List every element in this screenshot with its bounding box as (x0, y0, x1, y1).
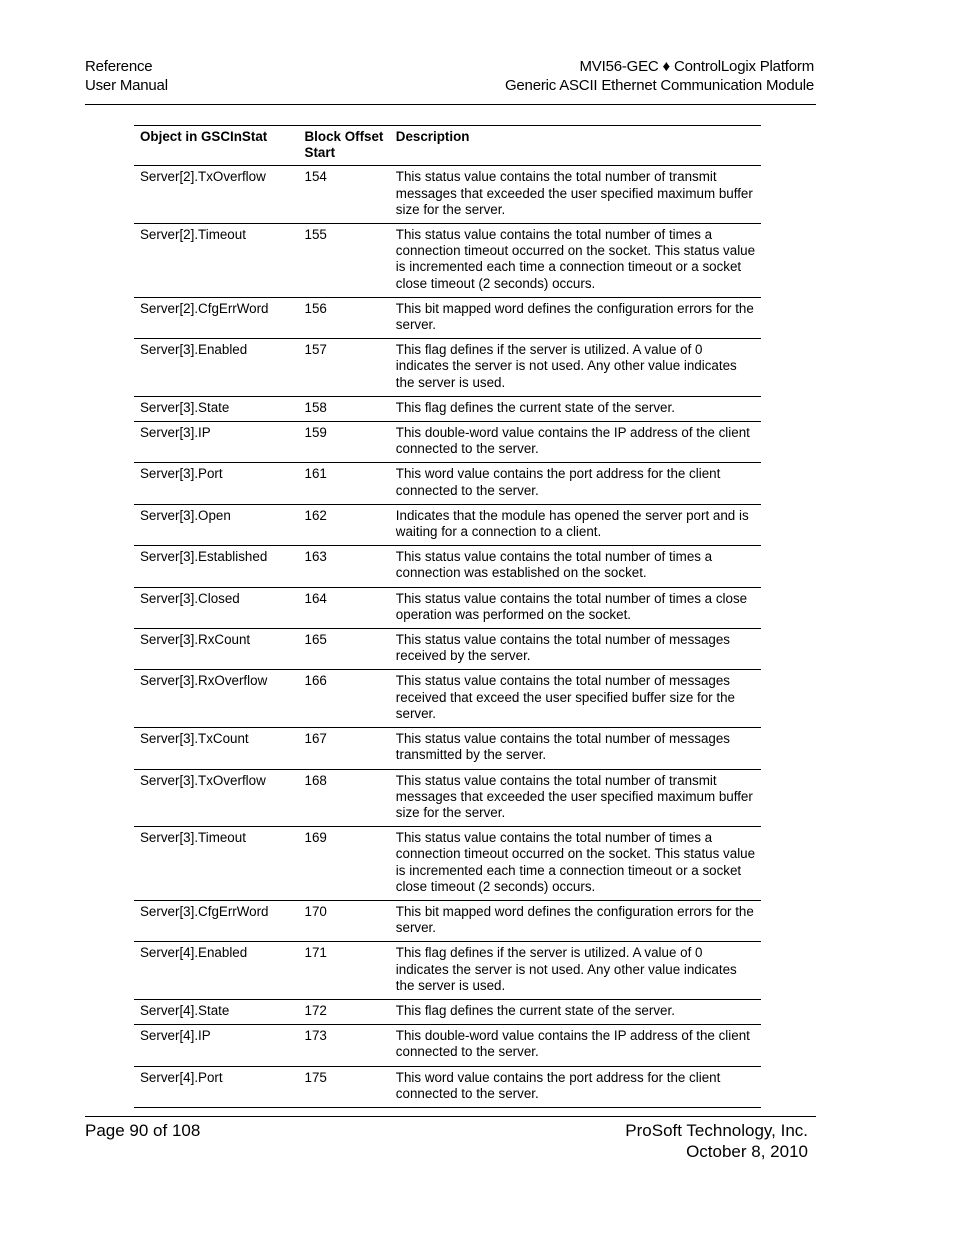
running-header-right (505, 57, 814, 95)
gscinstat-table (134, 125, 761, 1108)
cell-offset: 158 (299, 396, 390, 421)
footer-right (625, 1120, 808, 1162)
cell-object: Server[3].Port (134, 463, 299, 504)
table-row (134, 827, 761, 901)
table-row (134, 1025, 761, 1066)
table-row (134, 942, 761, 1000)
cell-offset: 159 (299, 422, 390, 463)
cell-object: Server[3].CfgErrWord (134, 900, 299, 941)
cell-description: This status value contains the total number of times a connection timeout occurred on the socket. This status value is incremented each time a connection timeout or a socket close timeout (2 seconds) occurs. (390, 224, 761, 298)
table-row (134, 504, 761, 545)
table-row (134, 670, 761, 728)
table-row (134, 900, 761, 941)
cell-offset: 173 (299, 1025, 390, 1066)
cell-description: This status value contains the total number of messages received that exceed the user specified buffer size for the server. (390, 670, 761, 728)
cell-offset: 161 (299, 463, 390, 504)
cell-object: Server[2].CfgErrWord (134, 297, 299, 338)
table-row (134, 629, 761, 670)
table-row (134, 166, 761, 224)
cell-description: This bit mapped word defines the configuration errors for the server. (390, 297, 761, 338)
header-product-name: MVI56-GEC ♦ ControlLogix Platform (579, 58, 814, 75)
cell-offset: 171 (299, 942, 390, 1000)
header-divider (85, 104, 816, 105)
table-row (134, 339, 761, 397)
table-row (134, 587, 761, 628)
table-row (134, 769, 761, 827)
cell-offset: 155 (299, 224, 390, 298)
cell-object: Server[3].Enabled (134, 339, 299, 397)
cell-object: Server[3].Open (134, 504, 299, 545)
company-name: ProSoft Technology, Inc. (625, 1121, 808, 1140)
cell-description: This bit mapped word defines the configuration errors for the server. (390, 900, 761, 941)
cell-description: This flag defines the current state of the server. (390, 396, 761, 421)
cell-object: Server[4].Port (134, 1066, 299, 1107)
cell-object: Server[3].Timeout (134, 827, 299, 901)
page-number: Page 90 of 108 (85, 1121, 201, 1140)
header-module-name: Generic ASCII Ethernet Communication Module (504, 77, 814, 94)
cell-object: Server[3].Closed (134, 587, 299, 628)
table-row (134, 728, 761, 769)
table-row (134, 1066, 761, 1107)
table-body (134, 166, 761, 1108)
cell-object: Server[3].State (134, 396, 299, 421)
cell-offset: 154 (299, 166, 390, 224)
table-row (134, 297, 761, 338)
cell-offset: 164 (299, 587, 390, 628)
cell-description: This status value contains the total number of messages received by the server. (390, 629, 761, 670)
table-header-row (134, 126, 761, 166)
cell-object: Server[4].State (134, 999, 299, 1024)
cell-offset: 166 (299, 670, 390, 728)
cell-offset: 175 (299, 1066, 390, 1107)
table-row (134, 463, 761, 504)
table-row (134, 546, 761, 587)
cell-offset: 169 (299, 827, 390, 901)
cell-offset: 156 (299, 297, 390, 338)
table-row (134, 396, 761, 421)
footer-divider (85, 1116, 816, 1117)
cell-description: This status value contains the total number of transmit messages that exceeded the user specified maximum buffer size for the server. (390, 769, 761, 827)
cell-offset: 162 (299, 504, 390, 545)
cell-offset: 172 (299, 999, 390, 1024)
cell-description: This word value contains the port address for the client connected to the server. (390, 1066, 761, 1107)
cell-offset: 157 (299, 339, 390, 397)
column-header-object: Object in GSCInStat (134, 126, 299, 166)
cell-offset: 167 (299, 728, 390, 769)
cell-description: This status value contains the total number of times a connection was established on the socket. (390, 546, 761, 587)
table-row (134, 999, 761, 1024)
publication-date: October 8, 2010 (686, 1142, 808, 1161)
cell-object: Server[2].TxOverflow (134, 166, 299, 224)
cell-object: Server[3].IP (134, 422, 299, 463)
cell-description: This double-word value contains the IP address of the client connected to the server. (390, 422, 761, 463)
column-header-description: Description (390, 126, 761, 166)
footer-left (85, 1120, 200, 1141)
cell-description: This word value contains the port address for the client connected to the server. (390, 463, 761, 504)
cell-description: This double-word value contains the IP address of the client connected to the server. (390, 1025, 761, 1066)
cell-description: This flag defines the current state of the server. (390, 999, 761, 1024)
cell-description: This status value contains the total number of transmit messages that exceeded the user specified maximum buffer size for the server. (390, 166, 761, 224)
cell-description: This status value contains the total number of times a close operation was performed on the socket. (390, 587, 761, 628)
cell-offset: 165 (299, 629, 390, 670)
cell-description: This status value contains the total number of times a connection timeout occurred on the socket. This status value is incremented each time a connection timeout or a socket close timeout (2 seconds) occurs. (390, 827, 761, 901)
cell-description: This status value contains the total number of messages transmitted by the server. (390, 728, 761, 769)
cell-object: Server[3].TxCount (134, 728, 299, 769)
column-header-offset: Block Offset Start (299, 126, 390, 166)
cell-object: Server[4].Enabled (134, 942, 299, 1000)
header-document-type: User Manual (85, 77, 168, 94)
cell-object: Server[3].Established (134, 546, 299, 587)
cell-object: Server[3].TxOverflow (134, 769, 299, 827)
header-section-title: Reference (85, 58, 153, 75)
table-row (134, 422, 761, 463)
cell-object: Server[3].RxCount (134, 629, 299, 670)
table-row (134, 224, 761, 298)
cell-offset: 170 (299, 900, 390, 941)
cell-description: This flag defines if the server is utilized. A value of 0 indicates the server is not used. Any other value indicates the server is used. (390, 942, 761, 1000)
cell-offset: 168 (299, 769, 390, 827)
running-header-left (85, 57, 168, 95)
cell-description: Indicates that the module has opened the server port and is waiting for a connection to a client. (390, 504, 761, 545)
cell-offset: 163 (299, 546, 390, 587)
cell-object: Server[3].RxOverflow (134, 670, 299, 728)
cell-object: Server[2].Timeout (134, 224, 299, 298)
cell-object: Server[4].IP (134, 1025, 299, 1066)
cell-description: This flag defines if the server is utilized. A value of 0 indicates the server is not used. Any other value indicates the server is used. (390, 339, 761, 397)
